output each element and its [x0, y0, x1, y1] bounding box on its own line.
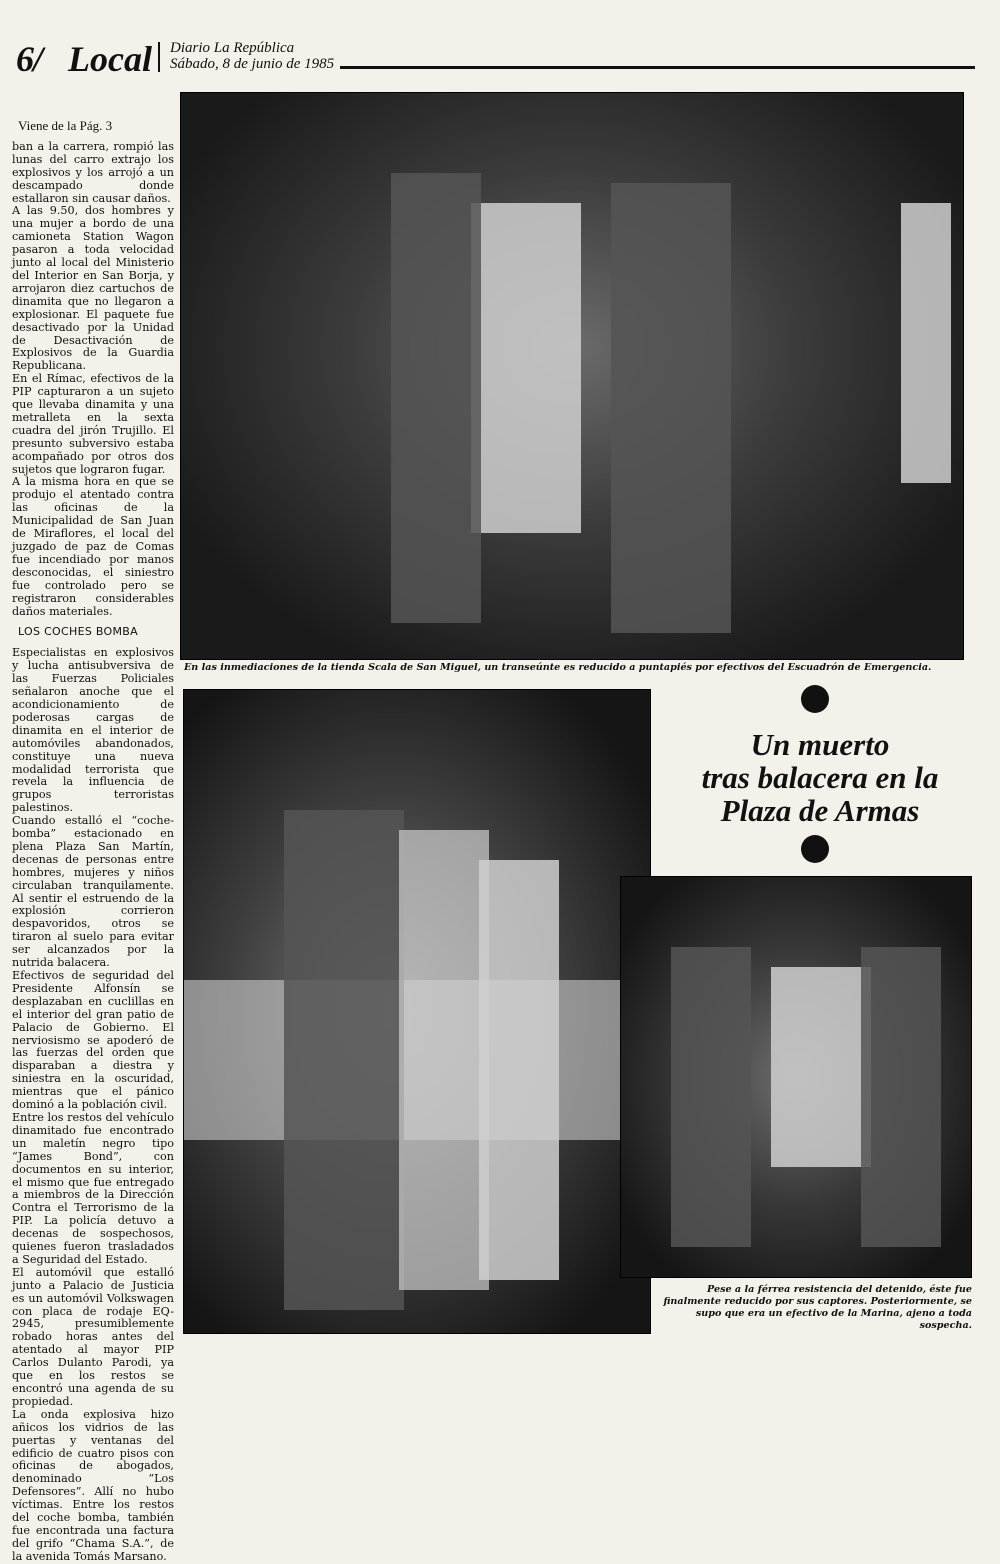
- headline-bullet-bottom: [801, 835, 829, 863]
- photo-figure: [901, 203, 951, 483]
- bottom-photo-caption: Pese a la férrea resistencia del detenido, éste fue finalmente reducido por sus captores. Posteriormente, se supo que era un efectivo de la Marina, ajeno a toda sospecha.: [663, 1284, 972, 1331]
- headline: [655, 728, 985, 827]
- photo-figure: [771, 967, 871, 1167]
- photo-figure: [471, 203, 581, 533]
- article-paragraph: La onda explosiva hizo añicos los vidrios de las puertas y ventanas del edificio de cuatro pisos con oficinas de abogados, denominado “Los Defensores”. Allí no hubo víctimas. Entre los restos del coche bomba, también fue encontrada una factura del grifo “Chama S.A.”, de la avenida Tomás Marsano.: [12, 1407, 174, 1563]
- top-photo-caption: En las inmediaciones de la tienda Scala de San Miguel, un transeúnte es reducido a puntapiés por efectivos del Escuadrón de Emergencia.: [184, 662, 932, 673]
- photo-figure: [611, 183, 731, 633]
- article-paragraph: El automóvil que estalló junto a Palacio de Justicia es un automóvil Volkswagen con placa de rodaje EQ-2945, presumiblemente robado horas antes del atentado al mayor PIP Carlos Dulanto Parodi, ya que en los restos se encontró una agenda de su propiedad.: [12, 1265, 174, 1408]
- page-header: [10, 30, 990, 80]
- publication-name: Diario La República: [170, 40, 295, 56]
- headline-line: Plaza de Armas: [720, 793, 920, 828]
- article-paragraph: ban a la carrera, rompió las lunas del carro extrajo los explosivos y los arrojó a un descampado donde estallaron sin causar daños.: [12, 139, 174, 205]
- headline-line: tras balacera en la: [701, 760, 939, 795]
- photo-figure: [399, 830, 489, 1290]
- article-paragraph: A la misma hora en que se produjo el atentado contra las oficinas de la Municipalidad de San Juan de Miraflores, el local del juzgado de paz de Comas fue incendiado por manos desconocidas, el siniestro fue controlado pero se registraron considerables daños materiales.: [12, 475, 174, 618]
- article-paragraph: Especialistas en explosivos y lucha antisubversiva de las Fuerzas Policiales señalaron anoche que el acondicionamiento de poderosas cargas de dinamita en el interior de automóviles abandonados, constituye una nueva modalidad terrorista que revela la influencia de grupos terroristas palestinos.: [12, 646, 174, 815]
- headline-bullet-top: [801, 685, 829, 713]
- article-paragraph: Efectivos de seguridad del Presidente Alfonsín se desplazaban en cuclillas en el interior del gran patio de Palacio de Gobierno. El nerviosismo se apoderó de las fuerzas del orden que disparaban a diestra y siniestra en la oscuridad, mientras que el pánico dominó a la población civil.: [12, 969, 174, 1112]
- bottom-left-photo: [183, 689, 651, 1334]
- section-number: 6/: [16, 39, 43, 79]
- article-column: [12, 118, 174, 1563]
- article-paragraph: Cuando estalló el “coche-bomba” estacionado en plena Plaza San Martín, decenas de personas entre hombres, mujeres y niños circulaban tranquilamente. Al sentir el estruendo de la explosión corrieron despavoridos, otros se tiraron al suelo para evitar ser alcanzados por la nutrida balacera.: [12, 814, 174, 970]
- article-paragraph: En el Rímac, efectivos de la PIP capturaron a un sujeto que llevaba dinamita y una metralleta en la sexta cuadra del jirón Trujillo. El presunto subversivo estaba acompañado por otros dos sujetos que lograron fugar.: [12, 372, 174, 476]
- publication-date: Sábado, 8 de junio de 1985: [170, 56, 335, 72]
- photo-figure: [861, 947, 941, 1247]
- article-paragraph: A las 9.50, dos hombres y una mujer a bordo de una camioneta Station Wagon pasaron a toda velocidad junto al local del Ministerio del Interior en San Borja, y arrojaron diez cartuchos de dinamita que no llegaron a explosionar. El paquete fue desactivado por la Unidad de Desactivación de Explosivos de la Guardia Republicana.: [12, 204, 174, 373]
- photo-figure: [284, 810, 404, 1310]
- article-subhead: LOS COCHES BOMBA: [18, 625, 138, 639]
- bottom-right-photo: [620, 876, 972, 1278]
- photo-figure: [479, 860, 559, 1280]
- section-name: Local: [68, 39, 152, 79]
- top-photo: [180, 92, 964, 660]
- header-rule: [340, 66, 975, 69]
- continued-from: Viene de la Pág. 3: [18, 118, 113, 133]
- article-paragraph: Entre los restos del vehículo dinamitado fue encontrado un maletín negro tipo “James Bond”, con documentos en su interior, el mismo que fue entregado a miembros de la Dirección Contra el Terrorismo de la PIP. La policía detuvo a decenas de sospechosos, quienes fueron trasladados a Seguridad del Estado.: [12, 1110, 174, 1266]
- header-separator: [158, 42, 160, 72]
- photo-figure: [671, 947, 751, 1247]
- headline-line: Un muerto: [750, 727, 890, 762]
- photo-figure: [391, 173, 481, 623]
